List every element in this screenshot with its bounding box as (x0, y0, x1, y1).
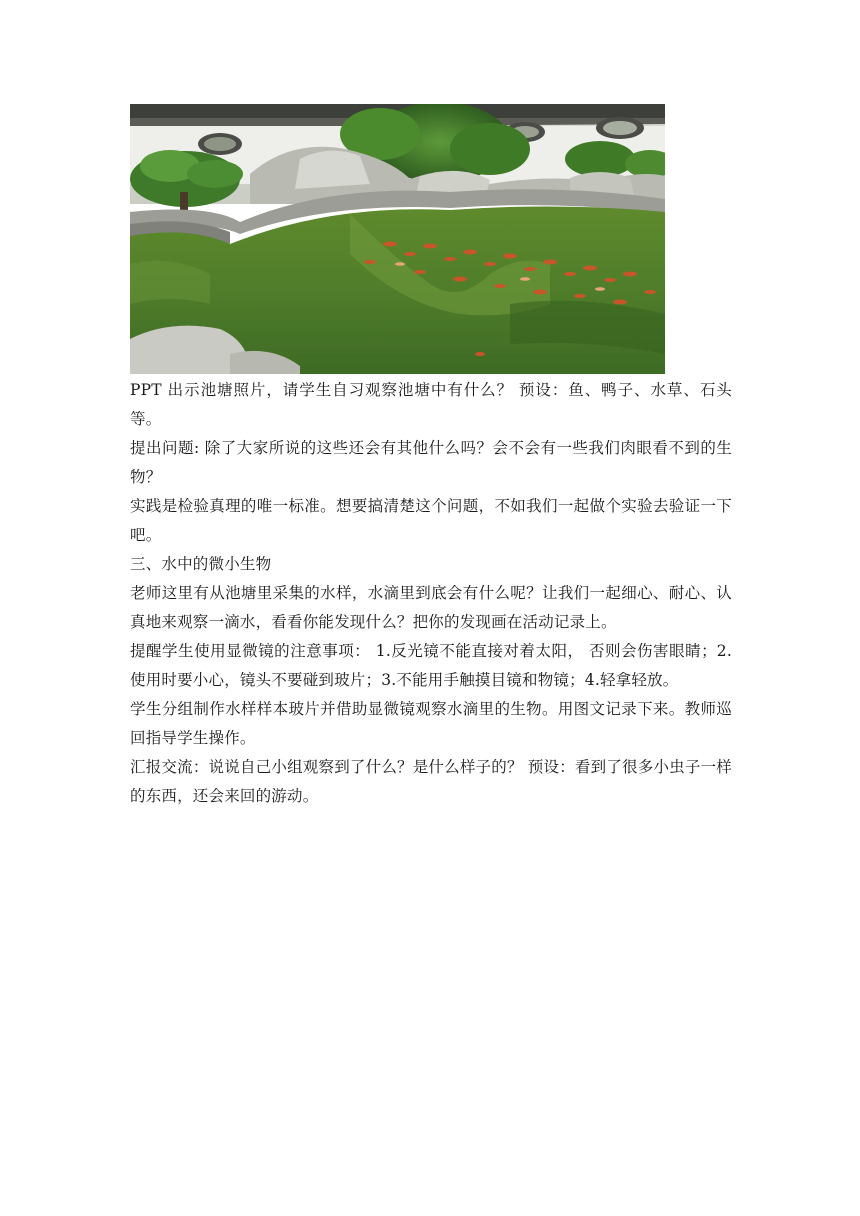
section-heading: 三、水中的微小生物 (130, 555, 272, 573)
paragraph-water-sample: 老师这里有从池塘里采集的水样，水滴里到底会有什么呢？让我们一起细心、耐心、认真地来观察一滴水，看看你能发现什么？把你的发现画在活动记录上。 (130, 584, 732, 631)
paragraph-report: 汇报交流：说说自己小组观察到了什么？是什么样子的？ 预设：看到了很多小虫子一样的东西，还会来回的游动。 (130, 758, 732, 805)
paragraph-practice: 实践是检验真理的唯一标准。想要搞清楚这个问题，不如我们一起做个实验去验证一下吧。 (130, 497, 732, 544)
paragraph-microscope-tips: 提醒学生使用显微镜的注意事项： 1.反光镜不能直接对着太阳， 否则会伤害眼睛；2.使用时要小心，镜头不要碰到玻片；3.不能用手触摸目镜和物镜；4.轻拿轻放。 (130, 642, 732, 689)
paragraph-ppt-intro: PPT 出示池塘照片，请学生自习观察池塘中有什么？ 预设：鱼、鸭子、水草、石头等。 (130, 381, 732, 428)
pond-photo (130, 104, 665, 374)
paragraph-group-work: 学生分组制作水样样本玻片并借助显微镜观察水滴里的生物。用图文记录下来。教师巡回指导学生操作。 (130, 700, 732, 747)
body-text (130, 376, 732, 811)
paragraph-question: 提出问题: 除了大家所说的这些还会有其他什么吗？会不会有一些我们肉眼看不到的生物？ (130, 439, 732, 486)
